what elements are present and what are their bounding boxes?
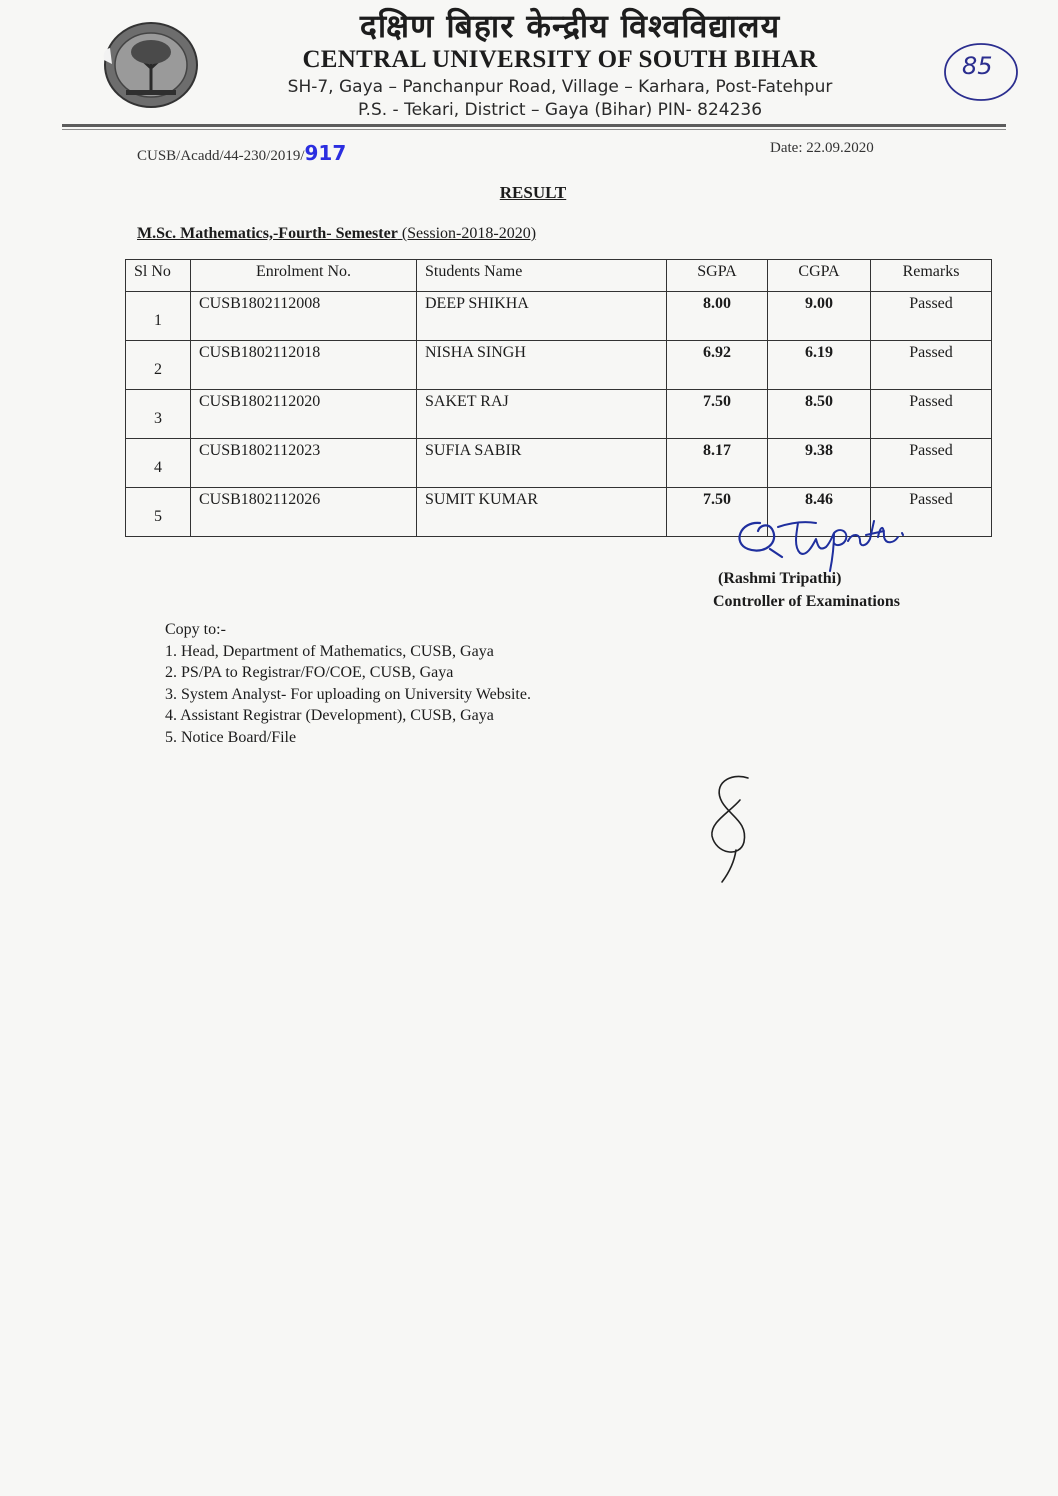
university-name-hindi: दक्षिण बिहार केन्द्रीय विश्वविद्यालय — [359, 7, 781, 45]
cell-cgpa: 6.19 — [768, 341, 871, 390]
header-sgpa: SGPA — [667, 260, 768, 292]
address-line-1: SH-7, Gaya – Panchanpur Road, Village – Karhara, Post-Fatehpur — [287, 77, 833, 97]
session-text: (Session-2018-2020) — [397, 225, 537, 242]
cell-name: SAKET RAJ — [417, 390, 667, 439]
page-number-stamp — [940, 38, 1022, 106]
cell-remarks: Passed — [871, 439, 992, 488]
reference-number — [137, 141, 346, 165]
cell-enrolment: CUSB1802112008 — [191, 292, 417, 341]
list-item: 1. Head, Department of Mathematics, CUSB, Gaya — [165, 642, 494, 660]
cell-sl: 1 — [126, 292, 191, 341]
cell-sgpa: 8.00 — [667, 292, 768, 341]
cell-remarks: Passed — [871, 488, 992, 537]
university-name-english: CENTRAL UNIVERSITY OF SOUTH BIHAR — [302, 46, 818, 73]
page-title: RESULT — [499, 183, 567, 202]
cell-name: SUMIT KUMAR — [417, 488, 667, 537]
signature-icon — [720, 503, 940, 575]
cell-name: NISHA SINGH — [417, 341, 667, 390]
cell-name: SUFIA SABIR — [417, 439, 667, 488]
table-row — [126, 341, 992, 390]
cell-sl: 2 — [126, 341, 191, 390]
copy-to-title: Copy to:- — [165, 621, 226, 638]
issue-date: Date: 22.09.2020 — [770, 140, 874, 156]
header-remarks: Remarks — [871, 260, 992, 292]
copy-to-list — [165, 641, 531, 749]
address-line-2: P.S. - Tekari, District – Gaya (Bihar) PIN- 824236 — [357, 100, 763, 120]
program-subheading — [137, 225, 536, 243]
cell-cgpa: 8.50 — [768, 390, 871, 439]
signatory-name: (Rashmi Tripathi) — [718, 570, 842, 587]
header-divider-thin — [62, 129, 1006, 130]
list-item: 5. Notice Board/File — [165, 728, 297, 746]
cell-sl: 4 — [126, 439, 191, 488]
university-logo-icon — [96, 20, 206, 110]
cell-sgpa: 6.92 — [667, 341, 768, 390]
header-cgpa: CGPA — [768, 260, 871, 292]
header-divider — [62, 124, 1006, 127]
cell-sgpa: 8.17 — [667, 439, 768, 488]
list-item: 4. Assistant Registrar (Development), CUSB, Gaya — [165, 707, 494, 724]
table-row — [126, 292, 992, 341]
cell-cgpa: 9.00 — [768, 292, 871, 341]
cell-remarks: Passed — [871, 341, 992, 390]
cell-cgpa: 8.46 — [768, 488, 871, 537]
cell-sgpa: 7.50 — [667, 390, 768, 439]
header-enrolment: Enrolment No. — [191, 260, 417, 292]
page-number-text: 85 — [962, 52, 993, 80]
cell-sgpa: 7.50 — [667, 488, 768, 537]
cell-remarks: Passed — [871, 390, 992, 439]
program-name: M.Sc. Mathematics,-Fourth- Semester — [137, 225, 398, 242]
cell-sl: 5 — [126, 488, 191, 537]
copy-to-section — [165, 619, 531, 748]
table-header-row — [126, 260, 992, 292]
cell-name: DEEP SHIKHA — [417, 292, 667, 341]
list-item: 3. System Analyst- For uploading on University Website. — [165, 685, 531, 703]
cell-enrolment: CUSB1802112026 — [191, 488, 417, 537]
table-row — [126, 439, 992, 488]
cell-enrolment: CUSB1802112020 — [191, 390, 417, 439]
cell-enrolment: CUSB1802112018 — [191, 341, 417, 390]
reference-prefix: CUSB/Acadd/44-230/2019/ — [137, 148, 305, 164]
signatory-designation: Controller of Examinations — [713, 593, 900, 610]
cell-remarks: Passed — [871, 292, 992, 341]
header-name: Students Name — [417, 260, 667, 292]
list-item: 2. PS/PA to Registrar/FO/COE, CUSB, Gaya — [165, 664, 454, 681]
cell-sl: 3 — [126, 390, 191, 439]
handwritten-mark-icon — [700, 770, 770, 885]
result-table — [125, 259, 992, 537]
header-sl: Sl No — [126, 260, 191, 292]
table-row — [126, 390, 992, 439]
cell-enrolment: CUSB1802112023 — [191, 439, 417, 488]
cell-cgpa: 9.38 — [768, 439, 871, 488]
reference-handwritten-number: 917 — [304, 141, 347, 165]
